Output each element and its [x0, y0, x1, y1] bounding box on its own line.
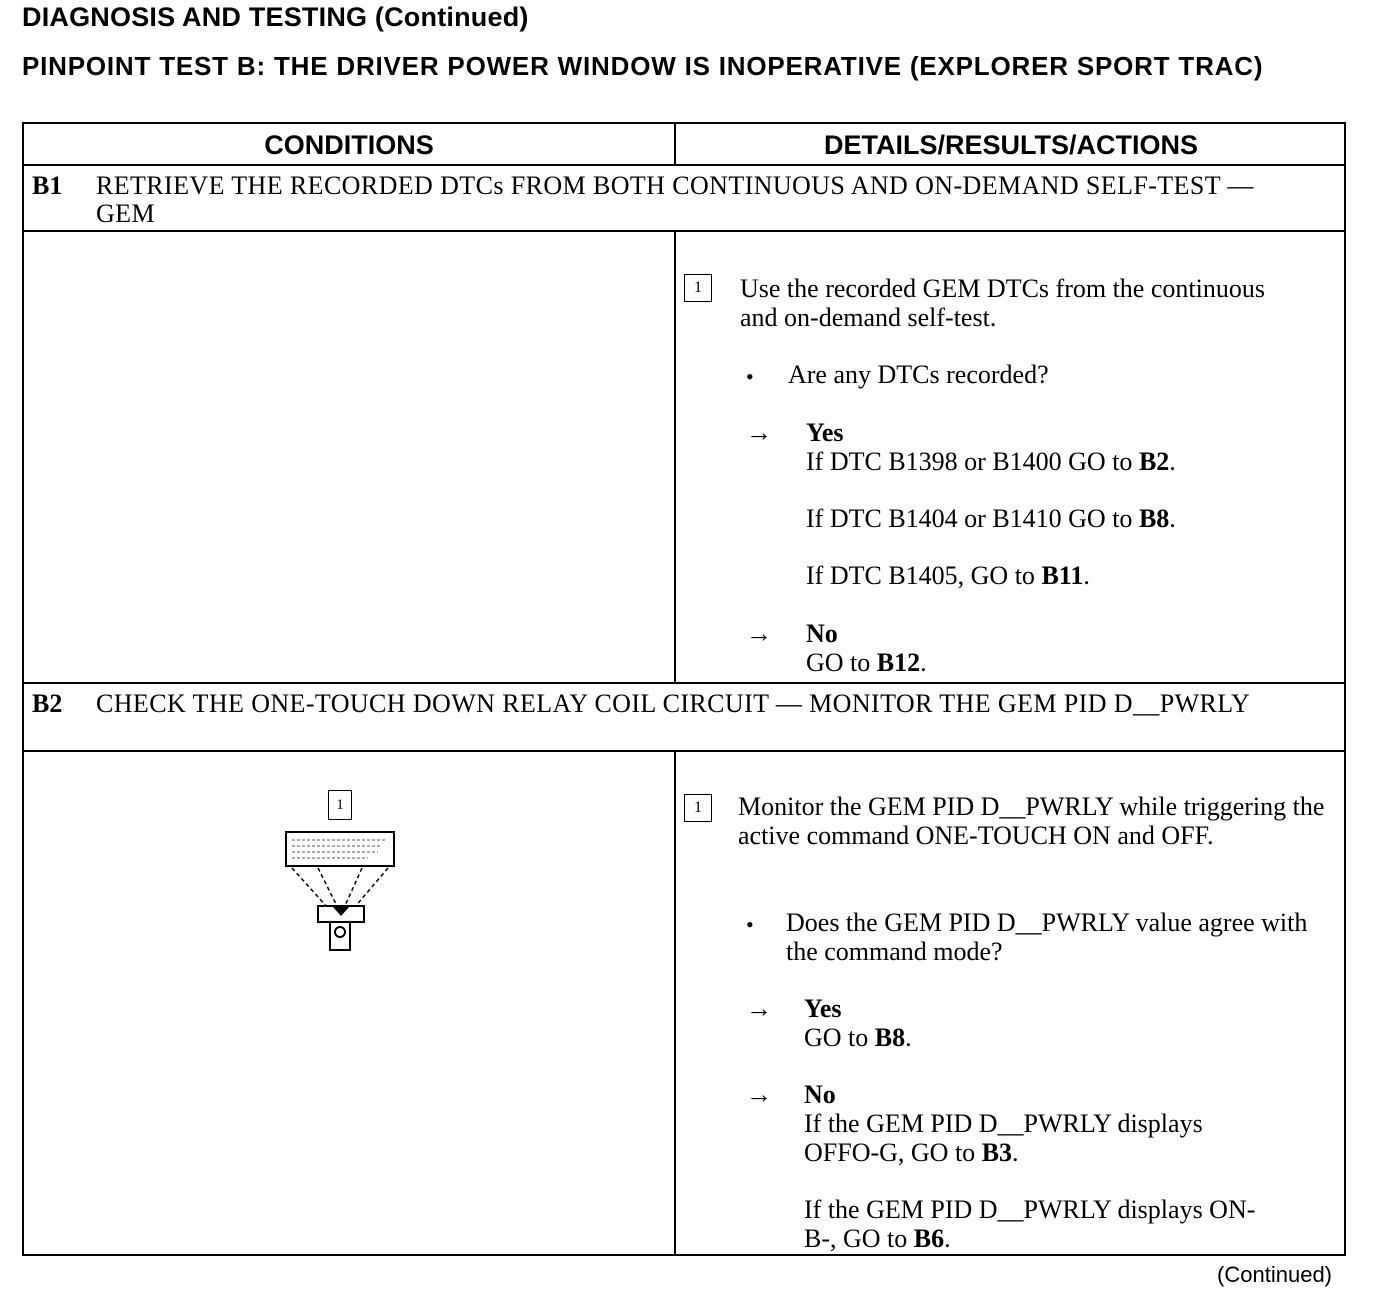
step-number-box: 1 [684, 794, 712, 822]
b1-yes-action-1: If DTC B1398 or B1400 GO to B2. [806, 447, 1176, 476]
bullet-icon: • [746, 912, 754, 937]
b2-question: Does the GEM PID D__PWRLY value agree with the command mode? [786, 908, 1308, 966]
b2-no-action-2: If the GEM PID D__PWRLY displays ON-B-, GO to B6. [804, 1195, 1256, 1253]
b2-yes-label: Yes [804, 994, 842, 1023]
bullet-icon: • [746, 364, 754, 389]
step-b1-header [24, 166, 1344, 232]
pinpoint-test-table [22, 122, 1346, 1256]
step-b2-details [676, 750, 1344, 1256]
arrow-right-icon: → [746, 994, 772, 1023]
arrow-right-icon: → [746, 619, 772, 648]
step-b1-title: RETRIEVE THE RECORDED DTCs FROM BOTH CONTINUOUS AND ON-DEMAND SELF-TEST — GEM [96, 171, 1254, 228]
step-b2-header [24, 682, 1344, 752]
details-header: DETAILS/RESULTS/ACTIONS [676, 124, 1346, 166]
b1-yes-label: Yes [806, 418, 844, 447]
b2-yes-action: GO to B8. [804, 1023, 912, 1052]
b1-question: Are any DTCs recorded? [788, 360, 1049, 389]
page-title: DIAGNOSIS AND TESTING (Continued) [22, 2, 529, 32]
b2-no-action-1: If the GEM PID D__PWRLY displays OFFO-G, GO to B3. [804, 1109, 1203, 1167]
step-b2-conditions [24, 750, 674, 1256]
scan-tool-monitor-icon [278, 828, 398, 954]
arrow-right-icon: → [746, 418, 772, 447]
step-b1-id: B1 [32, 171, 63, 200]
b1-no-label: No [806, 619, 838, 648]
test-title: PINPOINT TEST B: THE DRIVER POWER WINDOW IS INOPERATIVE (EXPLORER SPORT TRAC) [22, 51, 1264, 81]
conditions-header: CONDITIONS [24, 124, 676, 166]
continued-note: (Continued) [1217, 1262, 1332, 1287]
arrow-right-icon: → [746, 1080, 772, 1109]
b2-no-label: No [804, 1080, 836, 1109]
b2-instruction: Monitor the GEM PID D__PWRLY while triggering the active command ONE-TOUCH ON and OFF. [738, 792, 1325, 850]
step-b1-details [676, 232, 1344, 682]
step-b2-title: CHECK THE ONE-TOUCH DOWN RELAY COIL CIRCUIT — MONITOR THE GEM PID D__PWRLY [96, 689, 1251, 718]
b1-instruction: Use the recorded GEM DTCs from the continuous and on-demand self-test. [740, 274, 1265, 332]
b1-no-action: GO to B12. [806, 648, 927, 677]
illustration-number-box: 1 [328, 790, 352, 820]
b1-yes-action-3: If DTC B1405, GO to B11. [806, 561, 1090, 590]
step-number-box: 1 [684, 274, 712, 302]
b1-yes-action-2: If DTC B1404 or B1410 GO to B8. [806, 504, 1176, 533]
step-b2-id: B2 [32, 689, 63, 718]
